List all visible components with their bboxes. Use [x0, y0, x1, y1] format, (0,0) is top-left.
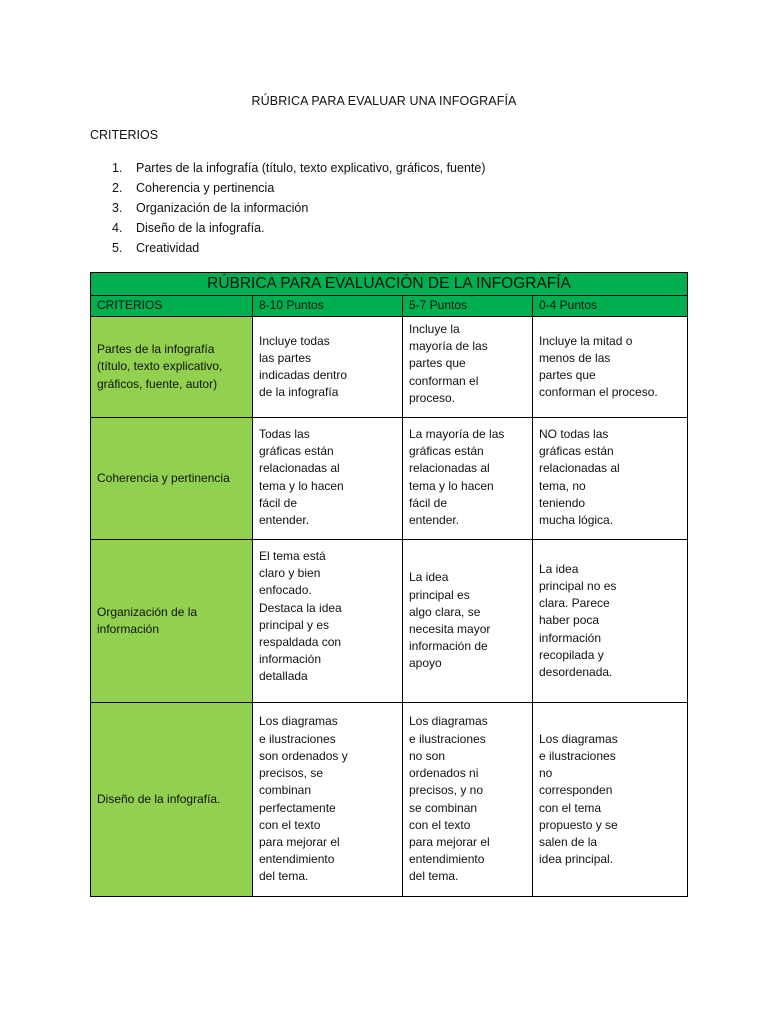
criterion-cell: Diseño de la infografía. — [91, 703, 253, 897]
rubric-title: RÚBRICA PARA EVALUACIÓN DE LA INFOGRAFÍA — [91, 273, 688, 296]
list-text: Creatividad — [136, 241, 200, 255]
score-cell-low: Los diagramas e ilustraciones no corresponden con el tema propuesto y se salen de la idea principal. — [533, 703, 688, 897]
list-item — [112, 160, 486, 180]
score-cell-high: Los diagramas e ilustraciones son ordenados y precisos, se combinan perfectamente con el texto para mejorar el entendimiento del tema. — [253, 703, 403, 897]
criterion-cell: Organización de la información — [91, 540, 253, 703]
score-cell-low: Incluye la mitad o menos de las partes que conforman el proceso. — [533, 317, 688, 418]
table-row — [91, 540, 688, 703]
table-row — [91, 418, 688, 540]
list-number: 2. — [112, 181, 123, 195]
table-row — [91, 703, 688, 897]
list-number: 5. — [112, 241, 123, 255]
rubric-table — [90, 272, 688, 897]
list-text: Organización de la información — [136, 201, 309, 215]
score-cell-mid: La idea principal es algo clara, se necesita mayor información de apoyo — [403, 540, 533, 703]
list-item — [112, 220, 486, 240]
score-cell-mid: Incluye la mayoría de las partes que conforman el proceso. — [403, 317, 533, 418]
list-text: Coherencia y pertinencia — [136, 181, 275, 195]
criteria-list — [112, 160, 486, 260]
score-cell-mid: La mayoría de las gráficas están relacionadas al tema y lo hacen fácil de entender. — [403, 418, 533, 540]
score-cell-low: NO todas las gráficas están relacionadas al tema, no teniendo mucha lógica. — [533, 418, 688, 540]
column-header-0-4: 0-4 Puntos — [533, 296, 688, 317]
list-number: 3. — [112, 201, 123, 215]
score-cell-mid: Los diagramas e ilustraciones no son ordenados ni precisos, y no se combinan con el texto para mejorar el entendimiento del tema. — [403, 703, 533, 897]
score-cell-high: Todas las gráficas están relacionadas al tema y lo hacen fácil de entender. — [253, 418, 403, 540]
column-header-5-7: 5-7 Puntos — [403, 296, 533, 317]
criterion-cell: Partes de la infografía (título, texto explicativo, gráficos, fuente, autor) — [91, 317, 253, 418]
list-item — [112, 180, 486, 200]
table-row — [91, 317, 688, 418]
column-header-criterios: CRITERIOS — [91, 296, 253, 317]
list-number: 1. — [112, 161, 123, 175]
list-text: Diseño de la infografía. — [136, 221, 265, 235]
document-title: RÚBRICA PARA EVALUAR UNA INFOGRAFÍA — [251, 94, 517, 108]
score-cell-low: La idea principal no es clara. Parece haber poca información recopilada y desordenada. — [533, 540, 688, 703]
score-cell-high: Incluye todas las partes indicadas dentro de la infografía — [253, 317, 403, 418]
list-item — [112, 240, 486, 260]
score-cell-high: El tema está claro y bien enfocado. Destaca la idea principal y es respaldada con información detallada — [253, 540, 403, 703]
list-item — [112, 200, 486, 220]
list-number: 4. — [112, 221, 123, 235]
list-text: Partes de la infografía (título, texto explicativo, gráficos, fuente) — [136, 161, 486, 175]
criteria-heading: CRITERIOS — [90, 128, 159, 142]
column-header-8-10: 8-10 Puntos — [253, 296, 403, 317]
criterion-cell: Coherencia y pertinencia — [91, 418, 253, 540]
